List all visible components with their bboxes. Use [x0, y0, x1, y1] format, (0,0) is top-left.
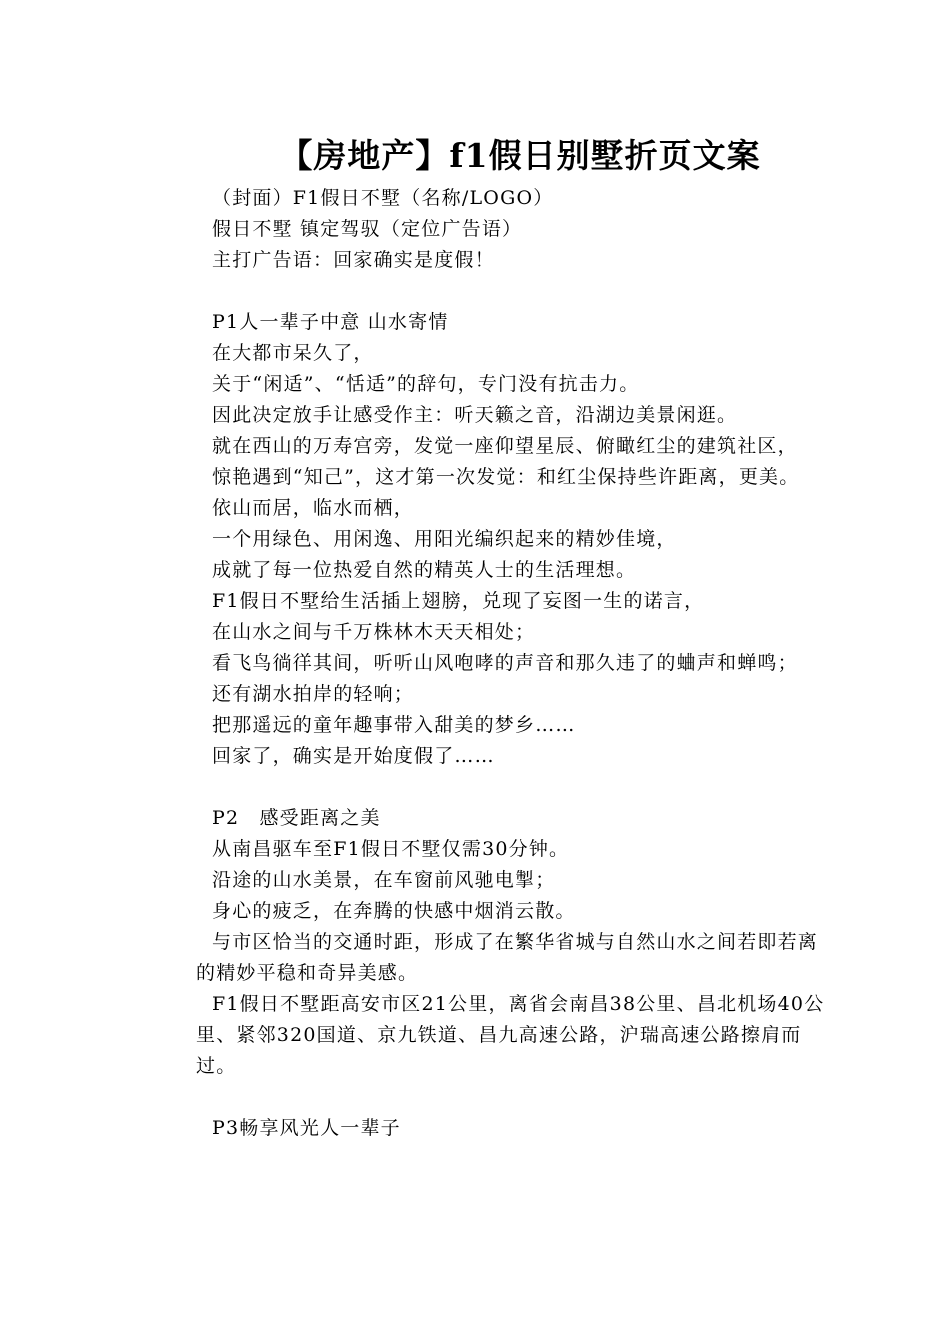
paragraph: 从南昌驱车至F1假日不墅仅需30分钟。 — [212, 838, 570, 860]
paragraph: 关于“闲适”、“恬适”的辞句，专门没有抗击力。 — [212, 373, 640, 395]
paragraph: 就在西山的万寿宫旁，发觉一座仰望星辰、俯瞰红尘的建筑社区， — [212, 435, 798, 457]
paragraph: （封面）F1假日不墅（名称/LOGO） — [212, 187, 554, 209]
paragraph: 把那遥远的童年趣事带入甜美的梦乡…… — [212, 714, 576, 736]
paragraph: F1假日不墅给生活插上翅膀，兑现了妄图一生的诺言， — [212, 590, 705, 612]
paragraph: 因此决定放手让感受作主：听天籁之音，沿湖边美景闲逛。 — [212, 404, 738, 426]
blank-line — [196, 1082, 838, 1113]
paragraph: 成就了每一位热爱自然的精英人士的生活理想。 — [212, 559, 637, 581]
paragraph: 在山水之间与千万株林木天天相处； — [212, 621, 536, 643]
paragraph: 身心的疲乏，在奔腾的快感中烟消云散。 — [212, 900, 576, 922]
paragraph: 与市区恰当的交通时距，形成了在繁华省城与自然山水之间若即若离的精妙平稳和奇异美感。 — [196, 931, 819, 984]
paragraph: 一个用绿色、用闲逸、用阳光编织起来的精妙佳境， — [212, 528, 677, 550]
section-heading-p3: P3畅享风光人一辈子 — [212, 1117, 401, 1139]
paragraph: 还有湖水拍岸的轻响； — [212, 683, 415, 705]
document-title: 【房地产】f1假日别墅折页文案 — [279, 136, 761, 175]
paragraph: 回家了，确实是开始度假了…… — [212, 745, 495, 767]
paragraph: 主打广告语：回家确实是度假！ — [212, 249, 495, 271]
document-body — [196, 183, 838, 1144]
section-heading-p2: P2 感受距离之美 — [212, 807, 381, 829]
section-heading-p1: P1人一辈子中意 山水寄情 — [212, 311, 449, 333]
paragraph: 惊艳遇到“知己”，这才第一次发觉：和红尘保持些许距离，更美。 — [212, 466, 800, 488]
paragraph: 在大都市呆久了， — [212, 342, 374, 364]
paragraph: F1假日不墅距高安市区21公里，离省会南昌38公里、昌北机场40公里、紧邻320国道、京九铁道、昌九高速公路，沪瑞高速公路擦肩而过。 — [196, 993, 825, 1077]
paragraph: 沿途的山水美景，在车窗前风驰电掣； — [212, 869, 556, 891]
paragraph: 假日不墅 镇定驾驭（定位广告语） — [212, 218, 523, 240]
blank-line — [196, 276, 838, 307]
paragraph: 看飞鸟徜徉其间，听听山风咆哮的声音和那久违了的蛐声和蝉鸣； — [212, 652, 798, 674]
blank-line — [196, 772, 838, 803]
paragraph: 依山而居，临水而栖， — [212, 497, 415, 519]
